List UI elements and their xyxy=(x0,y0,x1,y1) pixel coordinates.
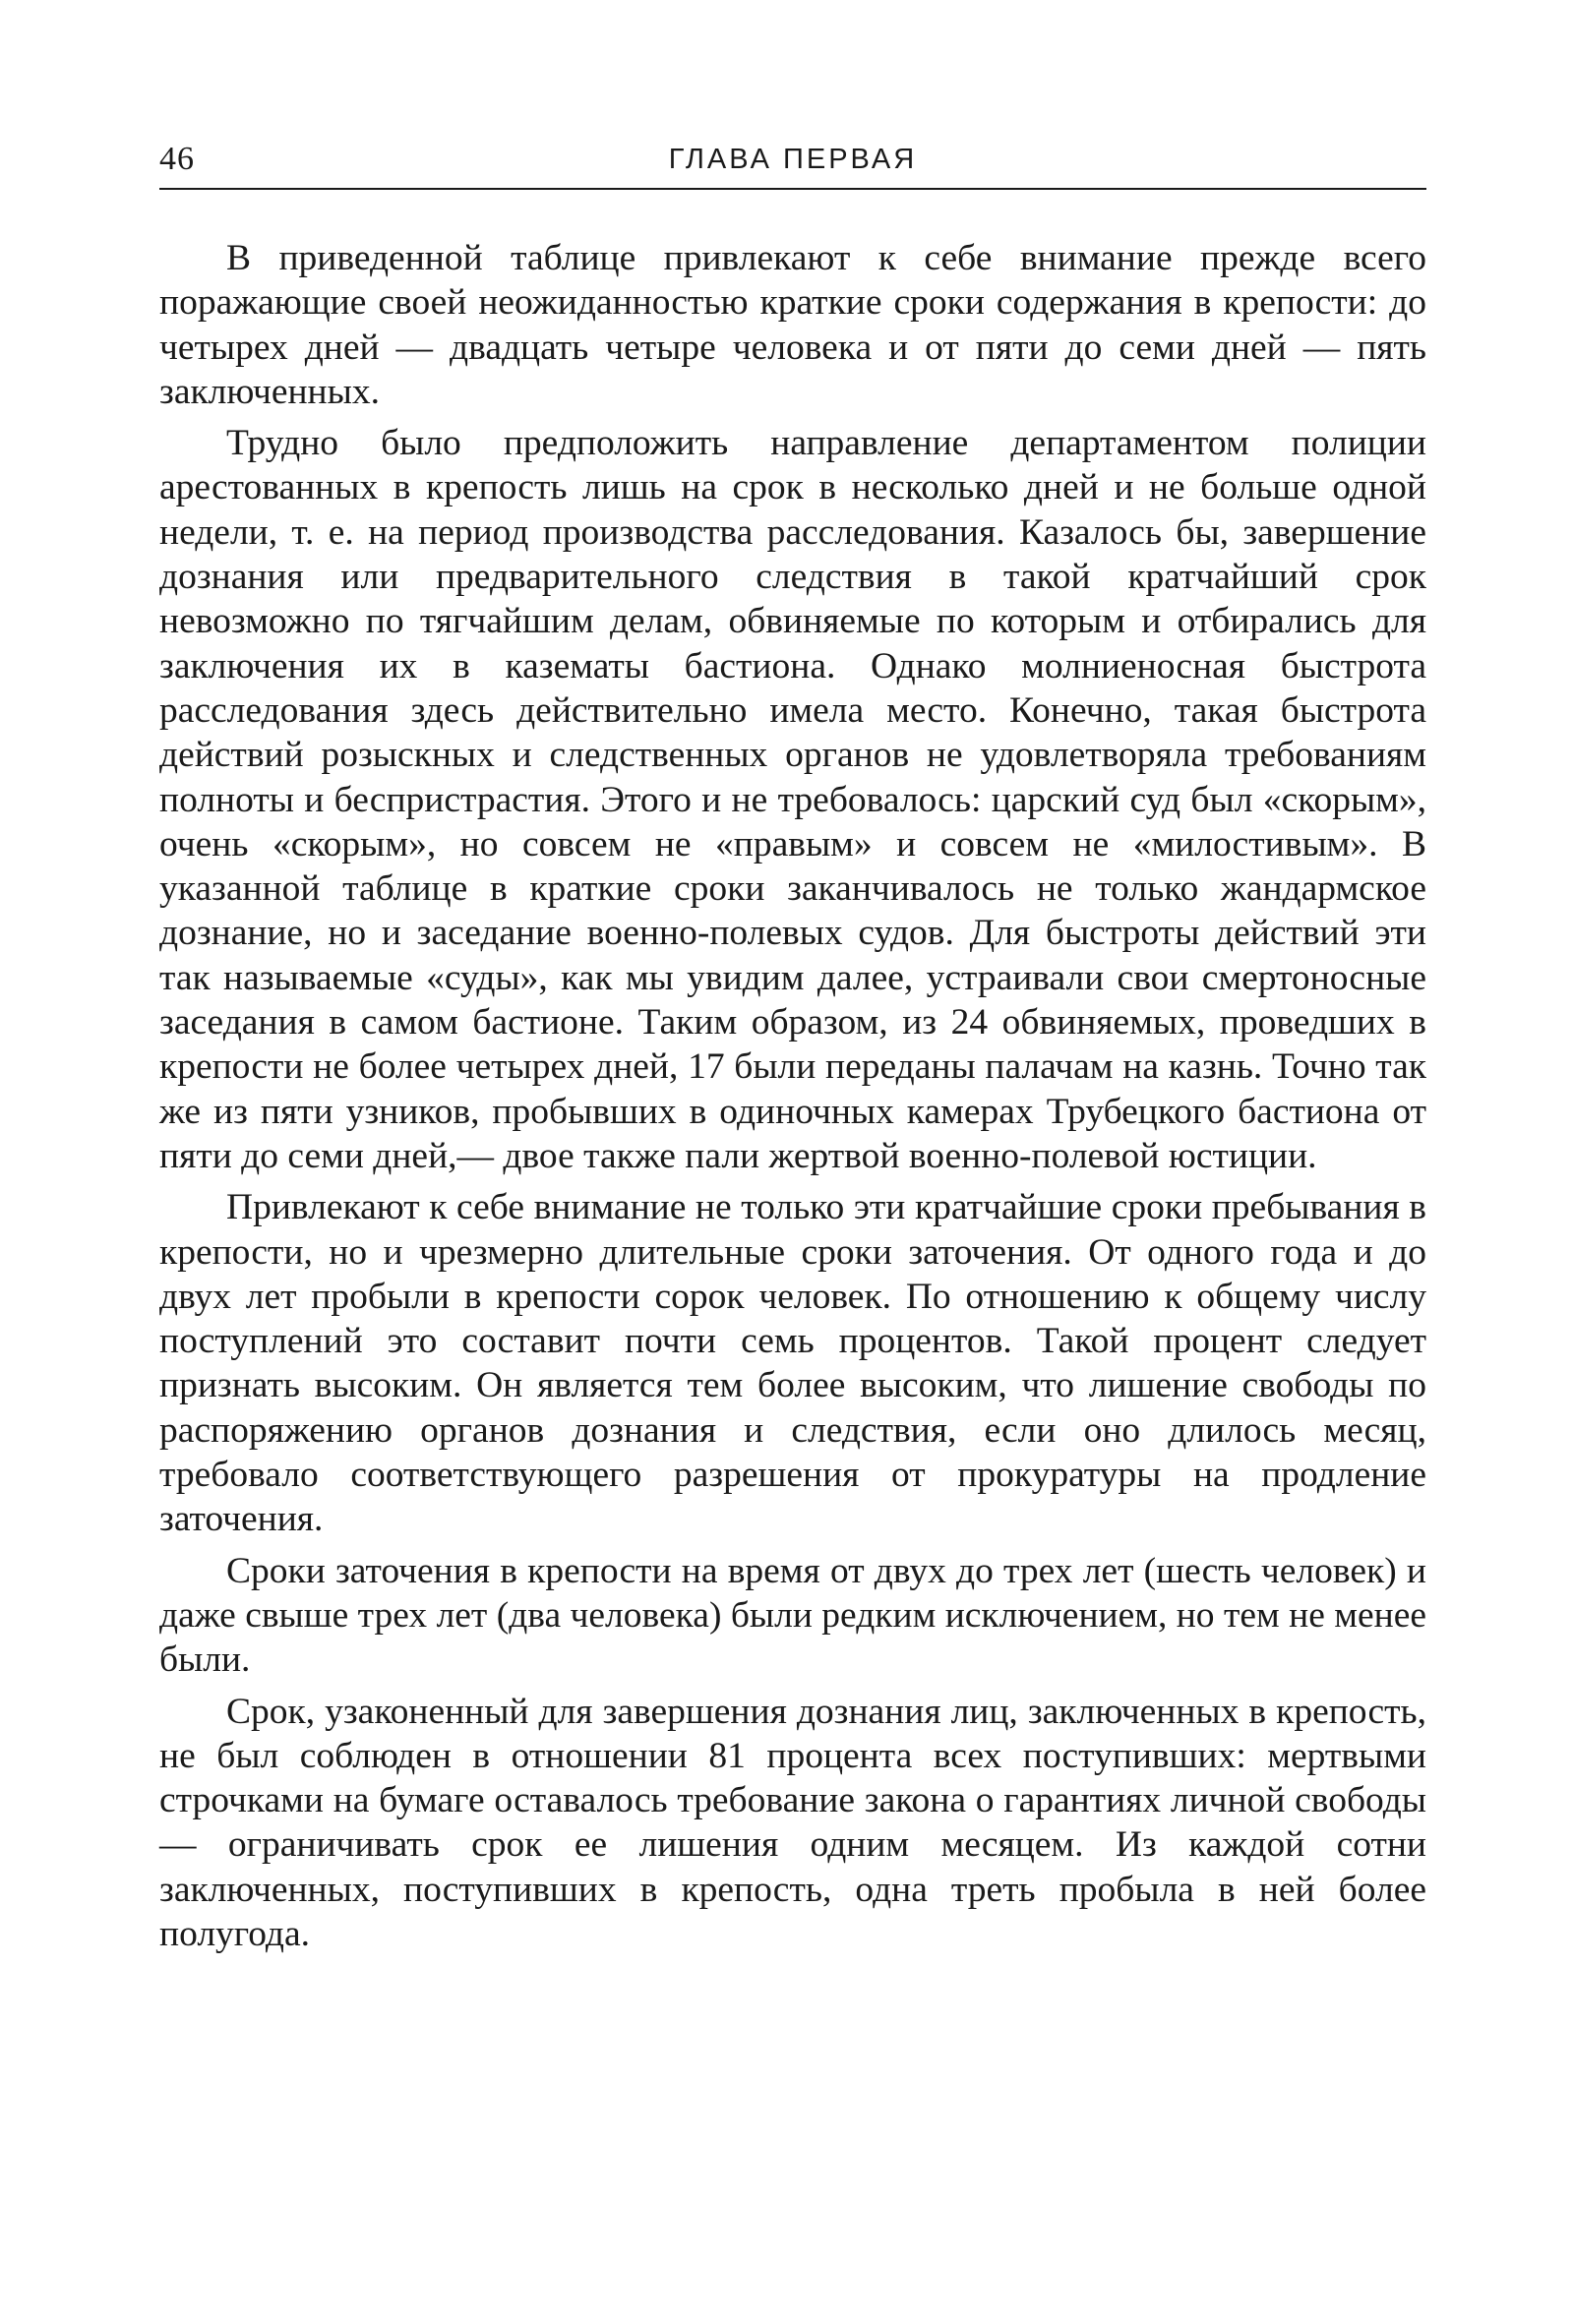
paragraph: Срок, узаконенный для завершения дознания лиц, заключенных в крепость, не был соблюден в отношении 81 процента всех поступивших: мертвыми строчками на бумаге оставалось требование закона о гарантиях личной свободы — ограничивать срок ее лишения одним месяцем. Из каждой сотни заключенных, поступивших в крепость, одна треть пробыла в ней более полугода. xyxy=(159,1691,1426,1954)
paragraph: Привлекают к себе внимание не только эти кратчайшие сроки пребывания в крепости, но и чрезмерно длительные сроки заточения. От одного года и до двух лет пробыли в крепости сорок человек. По отношению к общему числу поступлений это составит почти семь процентов. Такой процент следует признать высоким. Он является тем более высоким, что лишение свободы по распоряжению органов дознания и следствия, если оно длилось месяц, требовало соответствующего разрешения от прокуратуры на продление заточения. xyxy=(159,1187,1426,1540)
body-text xyxy=(159,236,1426,1963)
paragraph: Трудно было предположить направление департаментом полиции арестованных в крепость лишь на срок в несколько дней и не больше одной недели, т. е. на период производства расследования. Казалось бы, завершение дознания или предварительного следствия в такой кратчайший срок невозможно по тягчайшим делам, обвиняемые по которым и отбирались для заключения их в казематы бастиона. Однако молниеносная быстрота расследования здесь действительно имела место. Конечно, такая быстрота действий розыскных и следственных органов не удовлетворяла требованиям полноты и беспристрастия. Этого и не требовалось: царский суд был «скорым», очень «скорым», но совсем не «правым» и совсем не «милостивым». В указанной таблице в краткие сроки заканчивалось не только жандармское дознание, но и заседание военно-полевых судов. Для быстроты действий эти так называемые «суды», как мы увидим далее, устраивали свои смертоносные заседания в самом бастионе. Таким образом, из 24 обвиняемых, проведших в крепости не более четырех дней, 17 были переданы палачам на казнь. Точно так же из пяти узников, пробывших в одиночных камерах Трубецкого бастиона от пяти до семи дней,— двое также пали жертвой военно-полевой юстиции. xyxy=(159,423,1426,1176)
page-number: 46 xyxy=(159,141,195,177)
header-rule xyxy=(159,188,1426,190)
paragraph: В приведенной таблице привлекают к себе внимание прежде всего поражающие своей неожиданностью краткие сроки содержания в крепости: до четырех дней — двадцать четыре человека и от пяти до семи дней — пять заключенных. xyxy=(159,238,1426,412)
paragraph: Сроки заточения в крепости на время от двух до трех лет (шесть человек) и даже свыше трех лет (два человека) были редким исключением, но тем не менее были. xyxy=(159,1550,1426,1681)
chapter-title: ГЛАВА ПЕРВАЯ xyxy=(668,144,918,175)
running-head xyxy=(159,136,1426,183)
